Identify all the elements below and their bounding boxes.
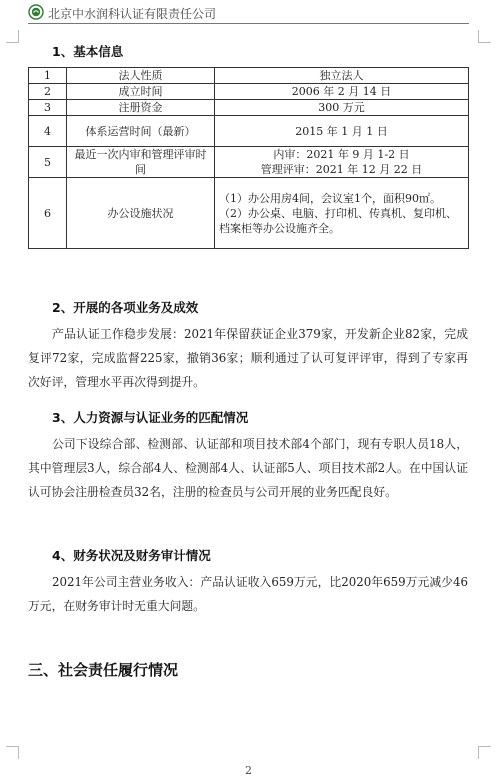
table-row	[29, 84, 469, 100]
row-item: 成立时间	[67, 84, 215, 100]
row-value: 300 万元	[215, 100, 469, 116]
management-review-date: 管理评审：2021 年 12 月 22 日	[260, 163, 423, 176]
row-value: 2006 年 2 月 14 日	[215, 84, 469, 100]
office-equipment-text: （2）办公桌、电脑、打印机、传真机、复印机、档案柜等办公设施齐全。	[219, 206, 457, 235]
row-number: 6	[29, 178, 67, 249]
table-row	[29, 147, 469, 178]
crop-mark	[478, 30, 491, 43]
header-divider	[28, 23, 469, 24]
row-value: 2015 年 1 月 1 日	[215, 116, 469, 147]
section-2-paragraph: 产品认证工作稳步发展：2021年保留获证企业379家，开发新企业82家，完成复评72家，完成监督225家，撤销36家；顺利通过了认可复评评审，得到了专家再次好评，管理水平再次得到提升。	[28, 327, 468, 389]
row-value	[215, 147, 469, 178]
row-number: 3	[29, 100, 67, 116]
company-name: 北京中水润科认证有限责任公司	[48, 7, 217, 21]
table-row	[29, 68, 469, 84]
row-item: 体系运营时间（最新）	[67, 116, 215, 147]
row-value: 独立法人	[215, 68, 469, 84]
row-item: 办公设施状况	[67, 178, 215, 249]
row-value	[215, 178, 469, 249]
internal-audit-date: 内审：2021 年 9 月 1-2 日	[273, 148, 410, 161]
basic-info-table	[28, 67, 469, 249]
row-number: 4	[29, 116, 67, 147]
page-header	[0, 0, 497, 24]
row-number: 1	[29, 68, 67, 84]
crop-mark	[6, 30, 19, 43]
crop-mark	[478, 746, 491, 759]
table-row	[29, 178, 469, 249]
row-item: 注册资金	[67, 100, 215, 116]
section-2-title: 2、开展的各项业务及成效	[52, 300, 199, 315]
chapter-3-title: 三、社会责任履行情况	[28, 661, 179, 679]
page-number: 2	[245, 764, 252, 777]
office-rooms-text: （1）办公用房4间，会议室1个，面积90㎡。	[219, 191, 441, 205]
row-number: 5	[29, 147, 67, 178]
row-item: 法人性质	[67, 68, 215, 84]
section-3-paragraph: 公司下设综合部、检测部、认证部和项目技术部4个部门，现有专职人员18人，其中管理层3人，综合部4人、检测部4人、认证部5人、项目技术部2人。在中国认证认可协会注册检查员32名，注册的检查员与公司开展的业务匹配良好。	[28, 437, 468, 499]
company-seal-logo-icon	[28, 4, 44, 20]
table-row	[29, 100, 469, 116]
section-4-paragraph: 2021年公司主营业务收入：产品认证收入659万元，比2020年659万元减少46万元，在财务审计时无重大问题。	[28, 575, 468, 613]
section-4-title: 4、财务状况及财务审计情况	[52, 548, 211, 563]
table-row	[29, 116, 469, 147]
crop-mark	[6, 746, 19, 759]
row-number: 2	[29, 84, 67, 100]
section-3-title: 3、人力资源与认证业务的匹配情况	[52, 410, 249, 425]
section-1-title: 1、基本信息	[52, 44, 124, 59]
row-item: 最近一次内审和管理评审时间	[67, 147, 215, 178]
